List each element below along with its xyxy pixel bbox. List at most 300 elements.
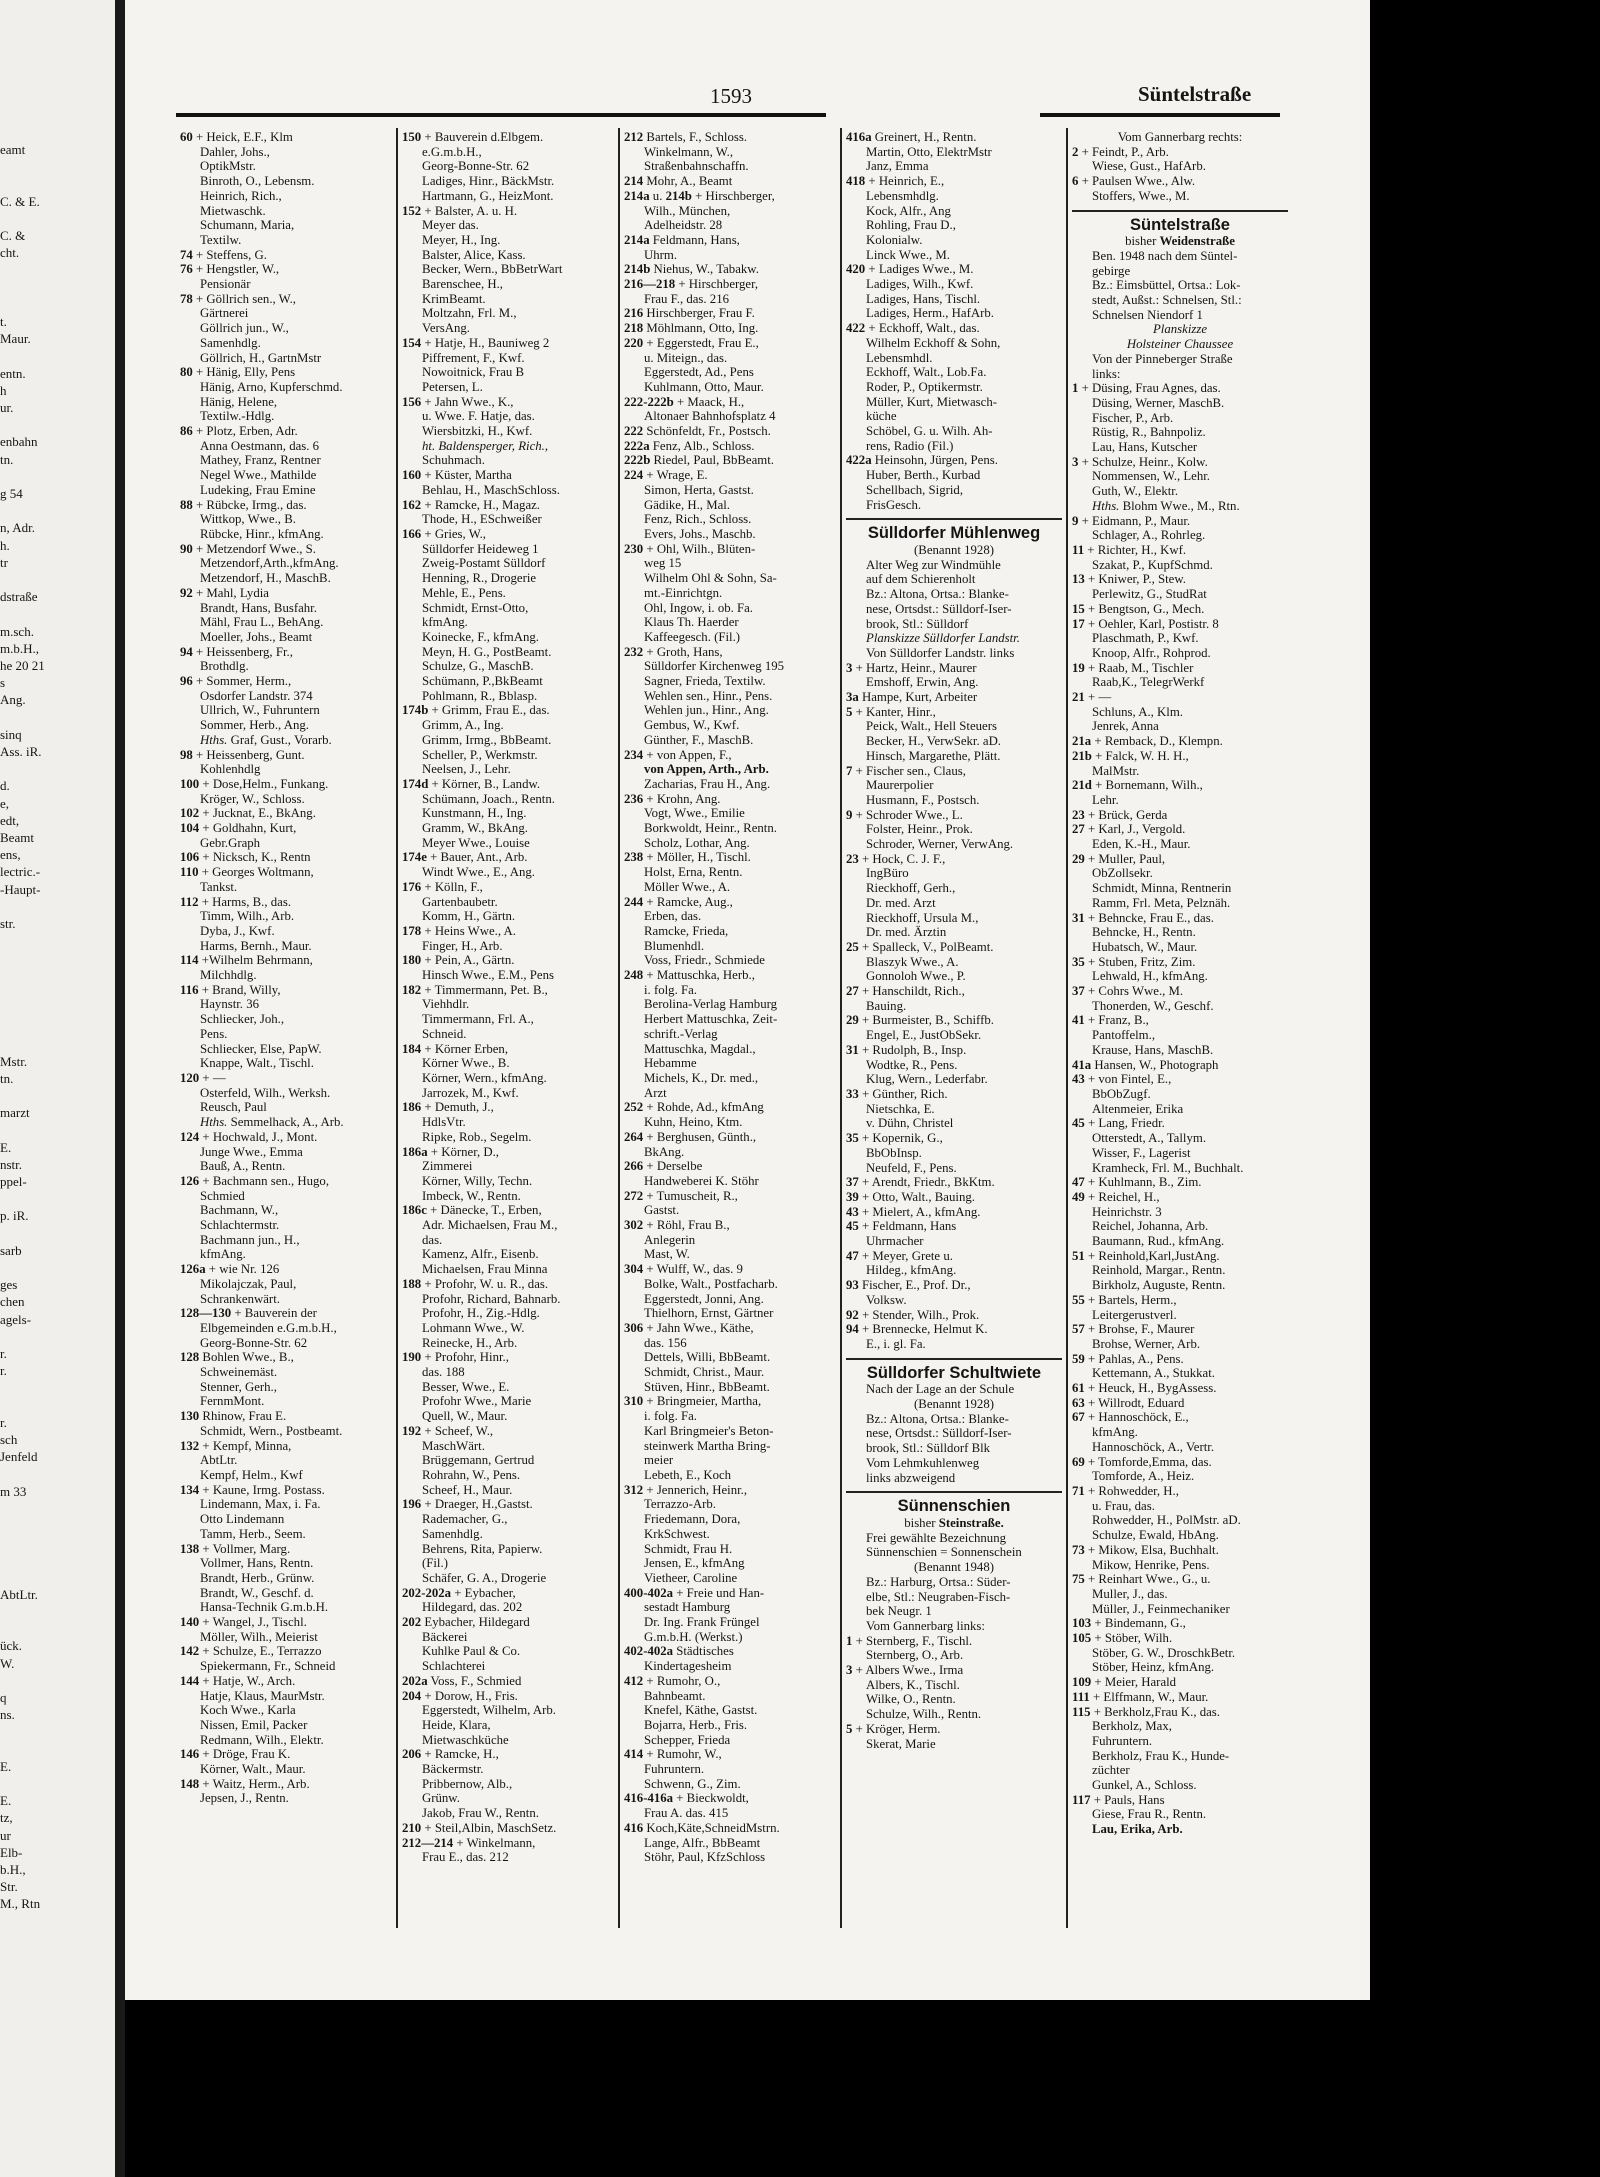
resident-entry: nese, Ortsdst.: Sülldorf-Iser- <box>866 601 1012 616</box>
house-entry: 252 + Rohde, Ad., kfmAng <box>624 1100 764 1115</box>
house-entry: 27 + Hanschildt, Rich., <box>846 984 965 999</box>
resident-entry: Metzendorf, H., MaschB. <box>200 571 331 586</box>
house-entry: 166 + Gries, W., <box>402 526 487 541</box>
left-page-fragment: E. <box>0 1139 12 1155</box>
resident-entry: Kuhlke Paul & Co. <box>422 1644 521 1659</box>
resident-entry: MaschWärt. <box>422 1438 485 1453</box>
resident-entry: Handweberei K. Stöhr <box>644 1173 759 1188</box>
house-entry: 1 + Düsing, Frau Agnes, das. <box>1072 381 1221 396</box>
resident-entry: KrimBeamt. <box>422 291 486 306</box>
resident-entry: Mikolajczak, Paul, <box>200 1276 297 1291</box>
left-page-fragment: tn. <box>0 451 14 467</box>
resident-entry: Friedemann, Dora, <box>644 1512 741 1527</box>
house-entry: 41 + Franz, B., <box>1072 1013 1149 1028</box>
left-page-fragment: tr <box>0 554 8 570</box>
house-entry: 154 + Hatje, H., Bauniweg 2 <box>402 335 550 350</box>
left-page-fragment: eamt <box>0 142 26 157</box>
left-page-fragment: tz, <box>0 1810 13 1826</box>
resident-entry: Michaelsen, Frau Minna <box>422 1262 548 1277</box>
resident-entry: Leitergerustverl. <box>1092 1307 1177 1322</box>
resident-entry: Windt Wwe., E., Ang. <box>422 865 535 880</box>
left-page-fragment: Ang. <box>0 692 26 708</box>
left-page-fragment: -Haupt- <box>0 881 41 897</box>
resident-entry: Hths. Blohm Wwe., M., Rtn. <box>1092 498 1240 513</box>
house-entry: 23 + Brück, Gerda <box>1072 807 1168 822</box>
left-page-fragment: he 20 21 <box>0 658 45 673</box>
resident-entry: Elbgemeinden e.G.m.b.H., <box>200 1320 337 1335</box>
resident-entry: Knappe, Walt., Tischl. <box>200 1056 314 1071</box>
house-entry: 29 + Burmeister, B., Schiffb. <box>846 1013 994 1028</box>
resident-entry: Textilw.-Hdlg. <box>200 409 275 424</box>
house-entry: 146 + Dröge, Frau K. <box>180 1747 291 1762</box>
resident-entry: u. Frau, das. <box>1092 1498 1155 1513</box>
house-entry: 152 + Balster, A. u. H. <box>402 203 518 218</box>
resident-entry: Rohwedder, H., PolMstr. aD. <box>1092 1513 1241 1528</box>
house-entry: 106 + Nicksch, K., Rentn <box>180 850 311 865</box>
resident-entry: Haynstr. 36 <box>200 997 260 1012</box>
house-entry: 90 + Metzendorf Wwe., S. <box>180 541 316 556</box>
resident-entry: FrisGesch. <box>866 497 922 512</box>
resident-entry: Mast, W. <box>644 1247 690 1262</box>
resident-entry: Berkholz, Max, <box>1092 1719 1172 1734</box>
left-page-fragment: Beamt <box>0 830 34 845</box>
house-entry: 182 + Timmermann, Pet. B., <box>402 982 548 997</box>
house-entry: 39 + Otto, Walt., Bauing. <box>846 1189 975 1204</box>
left-page-fragment: ges <box>0 1277 18 1293</box>
house-entry: 192 + Scheef, W., <box>402 1423 494 1438</box>
resident-entry: Knefel, Käthe, Gastst. <box>644 1703 758 1718</box>
resident-entry: Quell, W., Maur. <box>422 1409 508 1424</box>
resident-entry: brook, Stl.: Sülldorf <box>866 616 969 631</box>
resident-entry: Bäckermstr. <box>422 1762 484 1777</box>
house-entry: 216 Hirschberger, Frau F. <box>624 306 755 321</box>
resident-entry: Bauß, A., Rentn. <box>200 1159 286 1174</box>
house-entry: 272 + Tumuscheit, R., <box>624 1188 738 1203</box>
resident-entry: Rohrahn, W., Pens. <box>422 1467 521 1482</box>
resident-entry: Borkwoldt, Heinr., Rentn. <box>644 821 777 836</box>
resident-entry: Neufeld, F., Pens. <box>866 1160 957 1175</box>
resident-entry: nese, Ortsdst.: Sülldorf-Iser- <box>866 1426 1012 1441</box>
resident-entry: Kuhn, Heino, Ktm. <box>644 1115 743 1130</box>
house-entry: 47 + Kuhlmann, B., Zim. <box>1072 1175 1202 1190</box>
house-entry: 41a Hansen, W., Photograph <box>1072 1057 1219 1072</box>
resident-entry: Moeller, Johs., Beamt <box>200 629 313 644</box>
resident-entry: Barenschee, H., <box>422 277 504 292</box>
house-entry: 186a + Körner, D., <box>402 1144 499 1159</box>
house-entry: 304 + Wulff, W., das. 9 <box>624 1262 743 1277</box>
header-rule-left <box>176 113 826 117</box>
left-page-fragment: sinq <box>0 726 22 742</box>
house-entry: 80 + Hänig, Elly, Pens <box>180 365 296 380</box>
resident-entry: Zimmerei <box>422 1159 473 1174</box>
resident-entry: von Appen, Arth., Arb. <box>644 762 769 777</box>
left-page-fragment: sch <box>0 1432 18 1447</box>
house-entry: 74 + Steffens, G. <box>180 247 267 262</box>
resident-entry: Schmidt, Christ., Maur. <box>644 1365 765 1380</box>
house-entry: 75 + Reinhart Wwe., G., u. <box>1072 1572 1211 1587</box>
resident-entry: Sünnenschien = Sonnenschein <box>866 1545 1022 1560</box>
left-page-fragment: ur <box>0 1827 11 1843</box>
left-page-fragment: chen <box>0 1294 25 1310</box>
resident-entry: Wehlen sen., Hinr., Pens. <box>644 688 773 703</box>
resident-entry: Mähl, Frau L., BehAng. <box>200 615 324 630</box>
house-entry: 92 + Mahl, Lydia <box>180 585 269 600</box>
resident-entry: Moltzahn, Frl. M., <box>422 306 517 321</box>
resident-entry: Guth, W., Elektr. <box>1092 484 1179 499</box>
resident-entry: Eggerstedt, Jonni, Ang. <box>644 1291 764 1306</box>
house-entry: 188 + Profohr, W. u. R., das. <box>402 1276 549 1291</box>
resident-entry: Blumenhdl. <box>644 938 705 953</box>
house-entry: 412 + Rumohr, O., <box>624 1673 721 1688</box>
resident-entry: Michels, K., Dr. med., <box>644 1071 759 1085</box>
resident-entry: Huber, Berth., Kurbad <box>866 468 981 483</box>
resident-entry: Osterfeld, Wilh., Werksh. <box>200 1085 331 1100</box>
house-entry: 2 + Feindt, P., Arb. <box>1072 144 1169 159</box>
left-page-fragment: p. iR. <box>0 1208 29 1224</box>
resident-entry: Kempf, Helm., Kwf <box>200 1467 303 1482</box>
resident-entry: Schrankenwärt. <box>200 1291 280 1306</box>
resident-entry: Krause, Hans, MaschB. <box>1092 1042 1214 1057</box>
resident-entry: Grimm, A., Ing. <box>422 718 504 733</box>
resident-entry: Lange, Alfr., BbBeamt <box>644 1835 761 1850</box>
house-entry: 216—218 + Hirschberger, <box>624 277 759 292</box>
street-heading: Sülldorfer Mühlenweg <box>867 524 1041 543</box>
resident-entry: links: <box>1092 366 1121 381</box>
house-entry: 94 + Heissenberg, Fr., <box>180 644 293 659</box>
resident-entry: Rieckhoff, Gerh., <box>866 881 956 896</box>
house-entry: 222 Schönfeldt, Fr., Postsch. <box>624 424 771 439</box>
resident-entry: Perlewitz, G., StudRat <box>1092 587 1207 602</box>
resident-entry: Timm, Wilh., Arb. <box>200 909 295 924</box>
resident-entry: Grimm, Irmg., BbBeamt. <box>422 732 552 747</box>
resident-entry: Becker, H., VerwSekr. aD. <box>866 734 1002 749</box>
house-entry: 196 + Draeger, H.,Gastst. <box>402 1497 533 1512</box>
resident-entry: Profohr, H., Zig.-Hdlg. <box>422 1306 540 1321</box>
resident-entry: Reinhold, Margar., Rentn. <box>1092 1263 1226 1278</box>
resident-entry: Bolke, Walt., Postfacharb. <box>644 1276 778 1291</box>
street-heading: Sünnenschien <box>897 1497 1011 1516</box>
resident-entry: Scholz, Lothar, Ang. <box>644 835 750 850</box>
resident-entry: steinwerk Martha Bring- <box>644 1438 771 1453</box>
resident-entry: Hansa-Technik G.m.b.H. <box>200 1600 329 1615</box>
house-entry: 202 Eybacher, Hildegard <box>402 1615 530 1630</box>
house-entry: 111 + Elffmann, W., Maur. <box>1072 1689 1209 1704</box>
street-note: (Benannt 1928) <box>914 1397 994 1412</box>
directory-column-4 <box>846 130 1062 1751</box>
resident-entry: Jensen, E., kfmAng <box>644 1556 745 1571</box>
resident-entry: Brandt, W., Geschf. d. <box>200 1585 314 1600</box>
left-page-fragment: q <box>0 1690 7 1705</box>
resident-entry: Zacharias, Frau H., Ang. <box>644 776 771 791</box>
house-entry: 86 + Plotz, Erben, Adr. <box>180 424 298 439</box>
house-entry: 7 + Fischer sen., Claus, <box>846 763 966 778</box>
left-page-fragment: E. <box>0 1793 12 1809</box>
resident-entry: Lau, Erika, Arb. <box>1092 1822 1183 1837</box>
section-separator <box>846 1358 1062 1360</box>
resident-entry: Günther, F., MaschB. <box>644 732 754 747</box>
resident-entry: Nowoitnick, Frau B <box>422 365 525 380</box>
house-entry: 232 + Groth, Hans, <box>624 644 723 659</box>
resident-entry: Alter Weg zur Windmühle <box>866 557 1001 572</box>
street-note: Vom Gannerbarg rechts: <box>1117 130 1243 144</box>
resident-entry: Szakat, P., KupfSchmd. <box>1092 557 1213 572</box>
house-entry: 103 + Bindemann, G., <box>1072 1616 1186 1631</box>
resident-entry: Dr. med. Arzt <box>866 895 936 910</box>
house-entry: 144 + Hatje, W., Arch. <box>180 1673 296 1688</box>
header-rule-right <box>1040 113 1280 117</box>
resident-entry: Frau A. das. 415 <box>644 1806 729 1821</box>
house-entry: 23 + Hock, C. J. F., <box>846 851 946 866</box>
house-entry: 105 + Stöber, Wilh. <box>1072 1631 1173 1646</box>
resident-entry: Giese, Frau R., Rentn. <box>1092 1807 1207 1822</box>
resident-entry: Hths. Semmelhack, A., Arb. <box>200 1115 344 1130</box>
resident-entry: E., i. gl. Fa. <box>866 1336 926 1351</box>
left-page-fragment: str. <box>0 916 16 931</box>
house-entry: 174e + Bauer, Ant., Arb. <box>402 850 528 865</box>
resident-entry: Pensionär <box>200 277 251 292</box>
resident-entry: VersAng. <box>422 321 470 336</box>
left-page-fragment: r. <box>0 1414 7 1430</box>
resident-entry: Fuhruntern. <box>1092 1733 1153 1748</box>
resident-entry: Wiersbitzki, H., Kwf. <box>422 424 533 439</box>
resident-entry: Vom Gannerbarg links: <box>866 1618 985 1633</box>
resident-entry: Sagner, Frieda, Textilw. <box>644 674 766 689</box>
resident-entry: Skerat, Marie <box>866 1736 936 1751</box>
resident-entry: Roder, P., Optikermstr. <box>866 379 983 394</box>
resident-entry: Eggerstedt, Wilhelm, Arb. <box>422 1703 556 1718</box>
left-page-fragment: tn. <box>0 1070 14 1086</box>
resident-entry: Körner, Walt., Maur. <box>200 1762 306 1777</box>
house-entry: 178 + Heins Wwe., A. <box>402 923 516 938</box>
house-entry: 202-202a + Eybacher, <box>402 1585 516 1600</box>
resident-entry: Bäckerei <box>422 1629 468 1644</box>
left-page-fragment: cht. <box>0 245 20 261</box>
house-entry: 138 + Vollmer, Marg. <box>180 1541 291 1556</box>
resident-entry: Schlachtermstr. <box>200 1218 280 1233</box>
street-note: (Benannt 1948) <box>914 1560 994 1575</box>
left-page-fragment: sarb <box>0 1242 22 1258</box>
house-entry: 69 + Tomforde,Emma, das. <box>1072 1454 1212 1469</box>
resident-entry: Ladiges, Wilh., Kwf. <box>866 277 974 292</box>
resident-entry: Koinecke, F., kfmAng. <box>422 629 539 644</box>
house-entry: 220 + Eggerstedt, Frau E., <box>624 335 759 350</box>
house-entry: 206 + Ramcke, H., <box>402 1747 499 1762</box>
house-entry: 49 + Reichel, H., <box>1072 1189 1160 1204</box>
house-entry: 204 + Dorow, H., Fris. <box>402 1688 518 1703</box>
left-page-fragment: m.b.H., <box>0 640 39 656</box>
resident-entry: Binroth, O., Lebensm. <box>200 174 315 189</box>
house-entry: 21 + — <box>1072 690 1112 705</box>
resident-entry: Stöber, Heinz, kfmAng. <box>1092 1660 1215 1675</box>
resident-entry: Maurerpolier <box>866 778 934 793</box>
resident-entry: Engel, E., JustObSekr. <box>866 1028 982 1043</box>
house-entry: 422a Heinsohn, Jürgen, Pens. <box>846 453 998 468</box>
resident-entry: Frei gewählte Bezeichnung <box>866 1530 1007 1545</box>
house-entry: 174d + Körner, B., Landw. <box>402 776 541 791</box>
house-entry: 51 + Reinhold,Karl,JustAng. <box>1072 1248 1220 1263</box>
resident-entry: Reichel, Johanna, Arb. <box>1092 1219 1209 1234</box>
house-entry: 21b + Falck, W. H. H., <box>1072 748 1189 763</box>
resident-entry: Wilhelm Eckhoff & Sohn, <box>866 335 1001 350</box>
resident-entry: links abzweigend <box>866 1470 956 1485</box>
resident-entry: Dr. Ing. Frank Früngel <box>644 1615 760 1630</box>
resident-entry: Thonerden, W., Geschf. <box>1092 998 1214 1013</box>
house-entry: 416 Koch,Käte,SchneidMstrn. <box>624 1820 780 1835</box>
resident-entry: auf dem Schierenholt <box>866 572 976 587</box>
resident-entry: bek Neugr. 1 <box>866 1604 932 1619</box>
resident-entry: KrkSchwest. <box>644 1526 710 1541</box>
resident-entry: Sternberg, O., Arb. <box>866 1648 964 1663</box>
house-entry: 212—214 + Winkelmann, <box>402 1835 536 1850</box>
house-entry: 214a u. 214b + Hirschberger, <box>624 188 775 203</box>
resident-entry: Bz.: Altona, Ortsa.: Blanke- <box>866 1411 1009 1426</box>
left-page-fragment: m.sch. <box>0 623 34 639</box>
resident-entry: Schöbel, G. u. Wilh. Ah- <box>866 424 993 439</box>
house-entry: 176 + Kölln, F., <box>402 879 483 894</box>
resident-entry: rens, Radio (Fil.) <box>866 438 954 453</box>
resident-entry: Stoffers, Wwe., M. <box>1092 188 1190 203</box>
house-entry: 109 + Meier, Harald <box>1072 1675 1177 1690</box>
resident-entry: Bahnbeamt. <box>644 1688 706 1703</box>
resident-entry: OptikMstr. <box>200 159 256 174</box>
resident-entry: Vogt, Wwe., Emilie <box>644 806 745 821</box>
house-entry: 45 + Feldmann, Hans <box>846 1219 957 1234</box>
resident-entry: Behncke, H., Rentn. <box>1092 925 1196 940</box>
left-page-fragment: r. <box>0 1363 7 1379</box>
resident-entry: Uhrm. <box>644 247 678 262</box>
house-entry: 414 + Rumohr, W., <box>624 1747 722 1762</box>
house-entry: 21d + Bornemann, Wilh., <box>1072 778 1203 793</box>
resident-entry: Wodtke, R., Pens. <box>866 1057 958 1072</box>
house-entry: 35 + Stuben, Fritz, Zim. <box>1072 954 1196 969</box>
resident-entry: Rademacher, G., <box>422 1512 508 1527</box>
house-entry: 71 + Rohwedder, H., <box>1072 1483 1179 1498</box>
resident-entry: Linck Wwe., M. <box>866 247 950 262</box>
resident-entry: Gärtnerei <box>200 306 249 321</box>
resident-entry: e.G.m.b.H., <box>422 144 482 159</box>
resident-entry: Brothdlg. <box>200 659 249 674</box>
resident-entry: ht. Baldensperger, Rich., <box>422 438 549 453</box>
house-entry: 98 + Heissenberg, Gunt. <box>180 747 305 762</box>
resident-entry: Gebr.Graph <box>200 835 261 850</box>
left-page-fragment: h. <box>0 537 10 553</box>
resident-entry: Schlager, A., Rohrleg. <box>1092 528 1206 543</box>
resident-entry: Imbeck, W., Rentn. <box>422 1188 521 1203</box>
resident-entry: Schepper, Frieda <box>644 1732 731 1747</box>
resident-entry: Körner, Wern., kfmAng. <box>422 1071 547 1085</box>
house-entry: 37 + Arendt, Friedr., BkKtm. <box>846 1175 995 1190</box>
resident-entry: Anna Oestmann, das. 6 <box>200 438 320 453</box>
resident-entry: Simon, Herta, Gastst. <box>644 482 754 497</box>
left-page-fragment: E. <box>0 1758 12 1774</box>
resident-entry: Mathey, Franz, Rentner <box>200 453 321 468</box>
resident-entry: Kaffeegesch. (Fil.) <box>644 629 741 644</box>
house-entry: 222b Riedel, Paul, BbBeamt. <box>624 453 775 468</box>
resident-entry: Kuhlmann, Otto, Maur. <box>644 379 764 394</box>
resident-entry: Ladiges, Herm., HafArb. <box>866 306 994 321</box>
left-page-fragment: Str. <box>0 1879 18 1895</box>
resident-entry: Göllrich, H., GartnMstr <box>200 350 322 365</box>
resident-entry: Dr. med. Ärztin <box>866 925 947 940</box>
resident-entry: Textilw. <box>200 232 242 247</box>
resident-entry: mt.-Einrichtgn. <box>644 585 723 600</box>
resident-entry: kfmAng. <box>422 615 468 630</box>
resident-entry: Wittkop, Wwe., B. <box>200 512 296 527</box>
left-page-fragment: nstr. <box>0 1156 23 1172</box>
left-page-fragment: d. <box>0 778 10 794</box>
resident-entry: Mattuschka, Magdal., <box>644 1041 756 1056</box>
resident-entry: Kolonialw. <box>866 232 923 247</box>
house-entry: 13 + Kniwer, P., Stew. <box>1072 572 1186 587</box>
resident-entry: Planskizze Sülldorfer Landstr. <box>866 631 1020 646</box>
resident-entry: Schümann, P.,BkBeamt <box>422 674 543 689</box>
resident-entry: Holst, Erna, Rentn. <box>644 865 743 880</box>
left-page-fragment: g 54 <box>0 486 23 501</box>
resident-entry: Hartmann, G., HeizMont. <box>422 188 554 203</box>
section-separator <box>846 518 1062 520</box>
resident-entry: Karl Bringmeier's Beton- <box>644 1423 774 1438</box>
scan-background-right <box>1370 0 1600 2177</box>
left-page-fragment: agels- <box>0 1311 32 1327</box>
left-page-fragment: ück. <box>0 1638 23 1654</box>
resident-entry: Hildeg., kfmAng. <box>866 1263 957 1278</box>
resident-entry: Scheller, P., Werkmstr. <box>422 747 538 762</box>
resident-entry: Frau F., das. 216 <box>644 291 729 306</box>
resident-entry: Meyn, H. G., PostBeamt. <box>422 644 552 659</box>
house-entry: 63 + Willrodt, Eduard <box>1072 1395 1185 1410</box>
resident-entry: Ramcke, Frieda, <box>644 923 729 938</box>
house-entry: 400-402a + Freie und Han- <box>624 1585 765 1600</box>
resident-entry: Sülldorfer Kirchenweg 195 <box>644 659 785 674</box>
street-note: Planskizze <box>1152 322 1208 337</box>
resident-entry: Terrazzo-Arb. <box>644 1497 716 1512</box>
house-entry: 230 + Ohl, Wilh., Blüten- <box>624 541 756 556</box>
house-entry: 126a + wie Nr. 126 <box>180 1262 280 1277</box>
resident-entry: Pohlmann, R., Bblasp. <box>422 688 538 703</box>
section-separator <box>1072 210 1288 212</box>
resident-entry: Komm, H., Gärtn. <box>422 909 516 924</box>
resident-entry: Berolina-Verlag Hamburg <box>644 997 778 1012</box>
resident-entry: Rübcke, Hinr., kfmAng. <box>200 526 324 541</box>
resident-entry: Martin, Otto, ElektrMstr <box>866 144 992 159</box>
resident-entry: Lebeth, E., Koch <box>644 1467 732 1482</box>
left-page-fragment: ens, <box>0 847 21 863</box>
resident-entry: Nietschka, E. <box>866 1101 935 1116</box>
resident-entry: Ripke, Rob., Segelm. <box>422 1129 532 1144</box>
resident-entry: das. 156 <box>644 1335 687 1350</box>
resident-entry: Wiese, Gust., HafArb. <box>1092 159 1206 174</box>
resident-entry: Erben, das. <box>644 909 702 924</box>
resident-entry: Mehle, E., Pens. <box>422 585 506 600</box>
left-page-fragment: entn. <box>0 365 26 381</box>
resident-entry: Hebamme <box>644 1056 697 1071</box>
resident-entry: Jakob, Frau W., Rentn. <box>422 1806 539 1821</box>
house-entry: 420 + Ladiges Wwe., M. <box>846 262 974 277</box>
resident-entry: Grünw. <box>422 1791 460 1806</box>
resident-entry: Behrens, Rita, Papierw. <box>422 1541 543 1556</box>
directory-column-5 <box>1072 130 1288 1837</box>
resident-entry: Hths. Graf, Gust., Vorarb. <box>200 732 332 747</box>
resident-entry: Bz.: Altona, Ortsa.: Blanke- <box>866 587 1009 602</box>
house-entry: 3a Hampe, Kurt, Arbeiter <box>846 690 978 705</box>
house-entry: 214a Feldmann, Hans, <box>624 232 740 247</box>
resident-entry: schrift.-Verlag <box>644 1026 718 1041</box>
resident-entry: Ladiges, Hinr., BäckMstr. <box>422 174 555 189</box>
resident-entry: Möller, Wilh., Meierist <box>200 1629 318 1644</box>
resident-entry: Hänig, Helene, <box>200 394 278 409</box>
resident-entry: Dahler, Johs., <box>200 144 270 159</box>
resident-entry: Scheef, H., Maur. <box>422 1482 513 1497</box>
